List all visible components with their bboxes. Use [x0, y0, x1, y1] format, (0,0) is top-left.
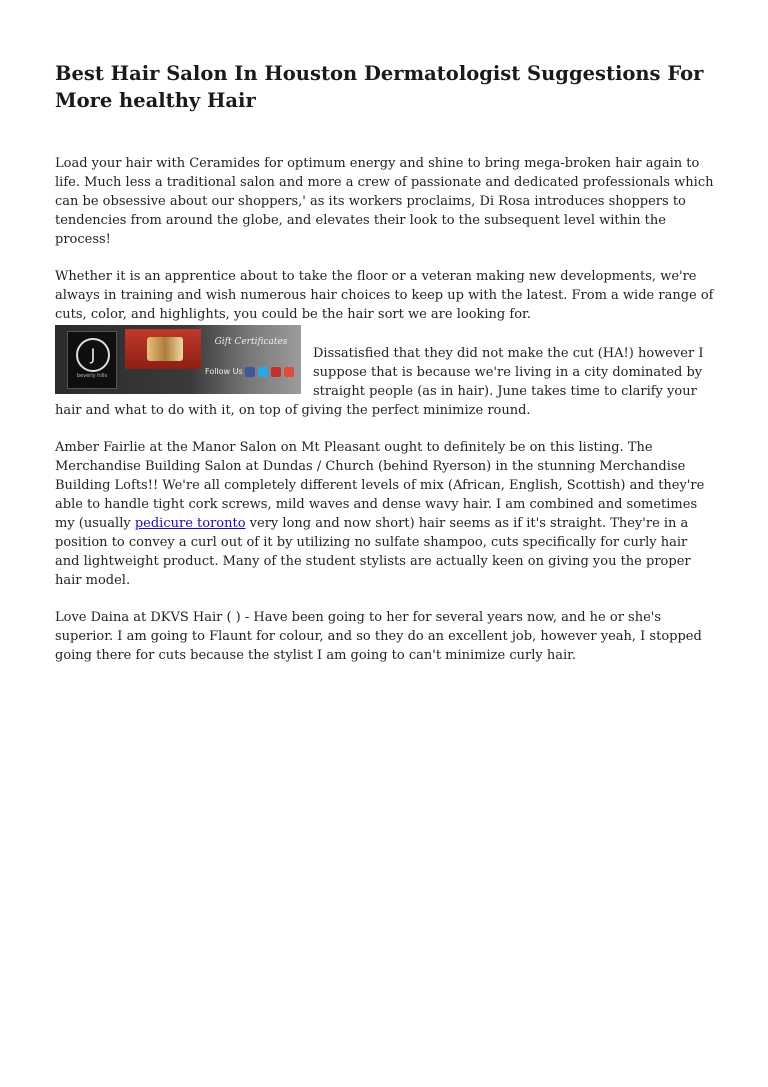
twitter-icon — [258, 367, 268, 377]
logo-subtitle: beverly hills — [76, 373, 108, 379]
facebook-icon — [245, 367, 255, 377]
gift-certificate-text: Gift Certificates — [214, 337, 288, 347]
logo-letter: J — [76, 338, 110, 372]
paragraph-4 — [55, 438, 715, 590]
paragraph-4-text-after: very long and now short) hair seems as if it's straight. They're in a position to convey a curl out of it by utilizing no sulfate shampoo, cuts specifically for curly hair and lightweight product. Many of the student stylists are actually keen on giving you the proper hair model. — [55, 516, 691, 588]
google-plus-icon — [284, 367, 294, 377]
pedicure-toronto-link[interactable]: pedicure toronto — [134, 516, 246, 531]
salon-logo — [67, 331, 117, 389]
paragraph-5: Love Daina at DKVS Hair ( ) - Have been going to her for several years now, and he or she's superior. I am going to Flaunt for colour, and so they do an excellent job, however yeah, I stopped going there for cuts because the stylist I am going to can't minimize curly hair. — [55, 610, 702, 663]
follow-us-text: Follow Us — [205, 367, 243, 376]
salon-ad-image — [55, 325, 301, 394]
page-title: Best Hair Salon In Houston Dermatologist Suggestions For More healthy Hair — [55, 62, 704, 112]
product-image — [147, 337, 183, 361]
youtube-icon — [271, 367, 281, 377]
paragraph-2: Whether it is an apprentice about to take the floor or a veteran making new developments, we're always in training and wish numerous hair choices to keep up with the latest. From a wide range of cuts, color, and highlights, you could be the hair sort we are looking for. — [55, 269, 714, 322]
paragraph-4-text-before: Amber Fairlie at the Manor Salon on Mt Pleasant ought to definitely be on this listing. The Merchandise Building Salon at Dundas / Church (behind Ryerson) in the stunning Merchandise Building Lofts!! We're all completely different levels of mix (African, English, Scottish) and they're able to handle tight cork screws, mild waves and dense wavy hair. I am combined and sometimes my (usually — [55, 440, 705, 531]
paragraph-1: Load your hair with Ceramides for optimum energy and shine to bring mega-broken hair again to life. Much less a traditional salon and more a crew of passionate and dedicated professionals which can be obsessive about our shoppers,' as its workers proclaims, Di Rosa introduces shoppers to tendencies from around the globe, and elevates their look to the subsequent level within the process! — [55, 156, 714, 247]
paragraph-3: Dissatisfied that they did not make the cut (HA!) however I suppose that is because we're living in a city dominated by straight people (as in hair). June takes time to clarify your hair and what to do with it, on top of giving the perfect minimize round. — [55, 346, 704, 418]
image-paragraph-block — [55, 324, 715, 420]
document-page — [55, 60, 715, 683]
